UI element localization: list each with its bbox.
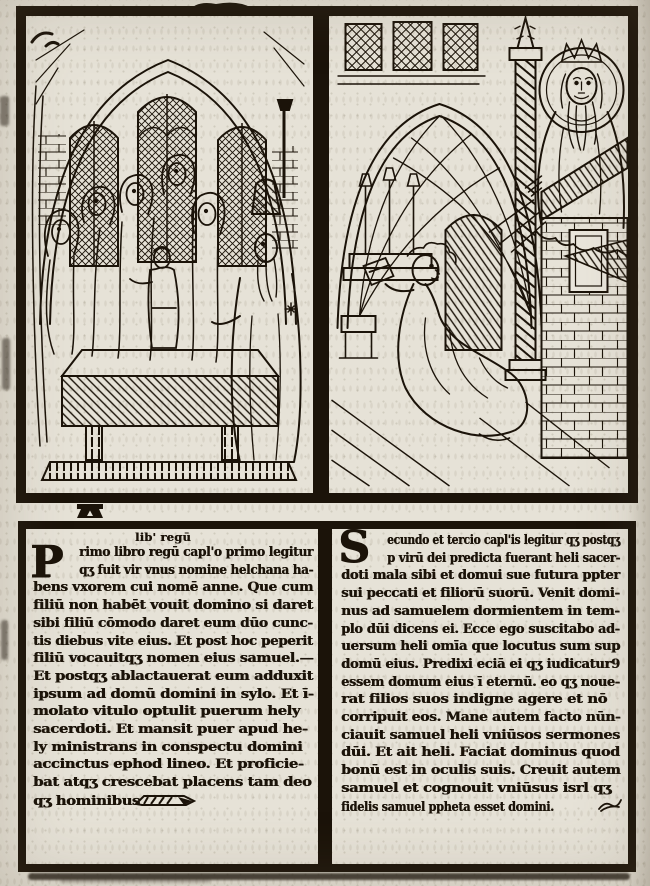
ink-smudge (1, 620, 8, 660)
text-line: samuel et cognouit vniūsus isrl qʒ (341, 780, 611, 796)
text-line: sacerdoti. Et mansit puer apud he- (33, 722, 308, 738)
text-line: ciauit samuel heli vniūsos sermones (341, 727, 620, 743)
text-line: tis diebus vite eius. Et post hoc peperit (33, 633, 313, 649)
text-line: Et postqʒ ablactauerat eum adduxit (33, 668, 313, 684)
woodcut-calling-of-samuel-panel (329, 16, 628, 493)
text-line: bens vxorem cui nomē anne. Que cum (33, 580, 313, 596)
text-column-divider (318, 529, 332, 864)
ink-smudge (0, 96, 9, 126)
text-line: ipsum ad domū domini in sylo. Et ī- (33, 686, 314, 702)
column-header: lib' regū (135, 530, 191, 544)
text-line: rat filios suos indigne agere et nō (341, 692, 607, 708)
text-line: sibi filiū cōmodo daret eum dūo cunc- (33, 615, 313, 631)
text-frame (18, 521, 636, 872)
woodcut-center-divider (313, 16, 329, 493)
text-line: ly ministrans in conspectu domini (33, 739, 303, 755)
drop-cap-initial: S (338, 529, 370, 573)
text-line: bat atqʒ crescebat placens tam deo (33, 775, 312, 791)
text-line: molato vitulo optulit puerum hely (33, 704, 300, 720)
text-line: qʒ hominibus (33, 792, 315, 813)
text-line: domū eius. Predixi eciā ei qʒ iudicatur9 (341, 656, 620, 672)
clerestory-windows-group (338, 22, 486, 84)
leaf-ornament-icon (186, 0, 256, 16)
woodcut-temple-presentation-scene (26, 16, 313, 493)
text-column-right (332, 529, 628, 864)
text-line: dūi. Et ait heli. Faciat dominus quod (341, 745, 620, 761)
text-line: accinctus ephod lineo. Et proficie- (33, 757, 304, 773)
text-line: qʒ fuit vir vnus nomine helchana ha- (79, 562, 314, 578)
ink-smudge (2, 338, 10, 390)
text-line: p virū dei predicta fuerant heli sacer- (387, 550, 621, 566)
text-line: nus ad samuelem dormientem in tem- (341, 603, 620, 619)
woodcut-frame (16, 6, 638, 503)
woodcut-temple-presentation-panel (26, 16, 313, 493)
text-line: ecundo et tercio capl'is legitur qʒ postqʒ (387, 533, 620, 548)
text-line: uersum heli omīa que locutus sum sup (341, 639, 621, 655)
text-line: fidelis samuel ppheta esset domini. (341, 798, 622, 818)
pen-flourish-icon (597, 798, 623, 818)
text-line: essem domum eius ī eternū. eo qʒ noue- (341, 674, 620, 690)
vaulted-arch-group (338, 104, 542, 358)
woodcut-calling-of-samuel-scene (329, 16, 628, 493)
text-line: sui peccati et filiorū suorū. Venit domi- (341, 586, 620, 602)
hatched-lozenge-filler-icon (134, 794, 196, 813)
altar-group (42, 350, 296, 480)
quire-signature-mark-icon (76, 500, 104, 519)
text-column-left (26, 529, 318, 864)
text-line: bonū est in oculis suis. Creuit autem (341, 763, 621, 779)
text-line: corripuit eos. Mane autem facto nūn- (341, 710, 621, 726)
text-line: rimo libro regū capl'o primo legitur (79, 545, 314, 560)
drop-cap-initial: P (30, 537, 64, 588)
text-line: doti mala sibi et domui sue futura ppter (341, 568, 620, 584)
text-line: filiū non habēt vouit domino si daret (33, 598, 313, 614)
text-line: plo dūi dicens ei. Ecce ego suscitabo ad- (341, 621, 620, 637)
ink-smudge (60, 879, 210, 883)
text-line: filiū vocauitqʒ nomen eius samuel.— (33, 651, 314, 667)
